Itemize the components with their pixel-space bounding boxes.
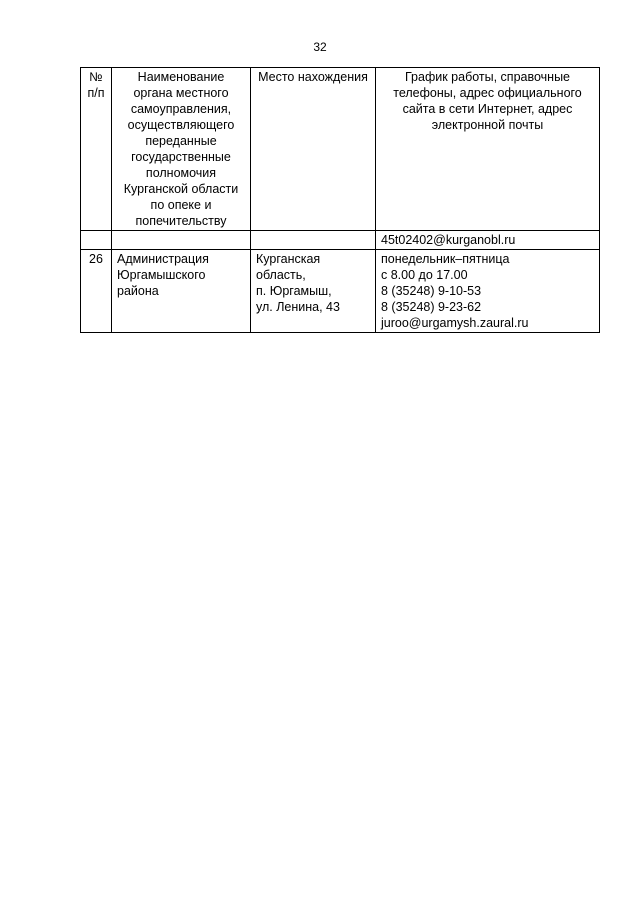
cell-text: с 8.00 до 17.00 (381, 268, 468, 282)
cell-number: 26 (81, 250, 112, 333)
cell-text: juroo@urgamysh.zaural.ru (381, 316, 529, 330)
header-text: осуществляющего (127, 118, 235, 132)
header-text: самоуправления, (130, 102, 232, 116)
header-text: сайта в сети Интернет, адрес (402, 102, 573, 116)
header-text: переданные (145, 134, 217, 148)
cell-text: Юргамышского (117, 268, 206, 282)
cell-number (81, 231, 112, 250)
header-text: Место нахождения (258, 70, 368, 84)
table-row (81, 250, 600, 333)
cell-text: ул. Ленина, 43 (256, 300, 340, 314)
header-text: государственные (131, 150, 231, 164)
header-text: телефоны, адрес официального (393, 86, 582, 100)
cell-text: понедельник–пятница (381, 252, 510, 266)
header-contacts (376, 68, 600, 231)
cell-contacts (376, 250, 600, 333)
header-text: электронной почты (431, 118, 544, 132)
authorities-table (80, 67, 600, 333)
header-text: Наименование (137, 70, 225, 84)
cell-text: область, (256, 268, 306, 282)
cell-location (251, 250, 376, 333)
page-number: 32 (313, 40, 327, 54)
table-header-row (81, 68, 600, 231)
header-text: № (89, 70, 103, 84)
header-location (251, 68, 376, 231)
header-text: органа местного (133, 86, 229, 100)
header-text: по опеке и (150, 198, 212, 212)
cell-name (112, 250, 251, 333)
cell-location (251, 231, 376, 250)
cell-name (112, 231, 251, 250)
header-text: п/п (87, 86, 105, 100)
cell-text: Администрация (117, 252, 209, 266)
header-authority-name (112, 68, 251, 231)
cell-text: 8 (35248) 9-10-53 (381, 284, 482, 298)
header-text: попечительству (135, 214, 227, 228)
header-number (81, 68, 112, 231)
cell-contacts: 45t02402@kurganobl.ru (376, 231, 600, 250)
header-text: График работы, справочные (404, 70, 571, 84)
cell-text: Курганская (256, 252, 321, 266)
table-row (81, 231, 600, 250)
cell-text: района (117, 284, 159, 298)
header-text: Курганской области (123, 182, 239, 196)
cell-text: п. Юргамыш, (256, 284, 332, 298)
header-text: полномочия (145, 166, 217, 180)
cell-text: 8 (35248) 9-23-62 (381, 300, 482, 314)
